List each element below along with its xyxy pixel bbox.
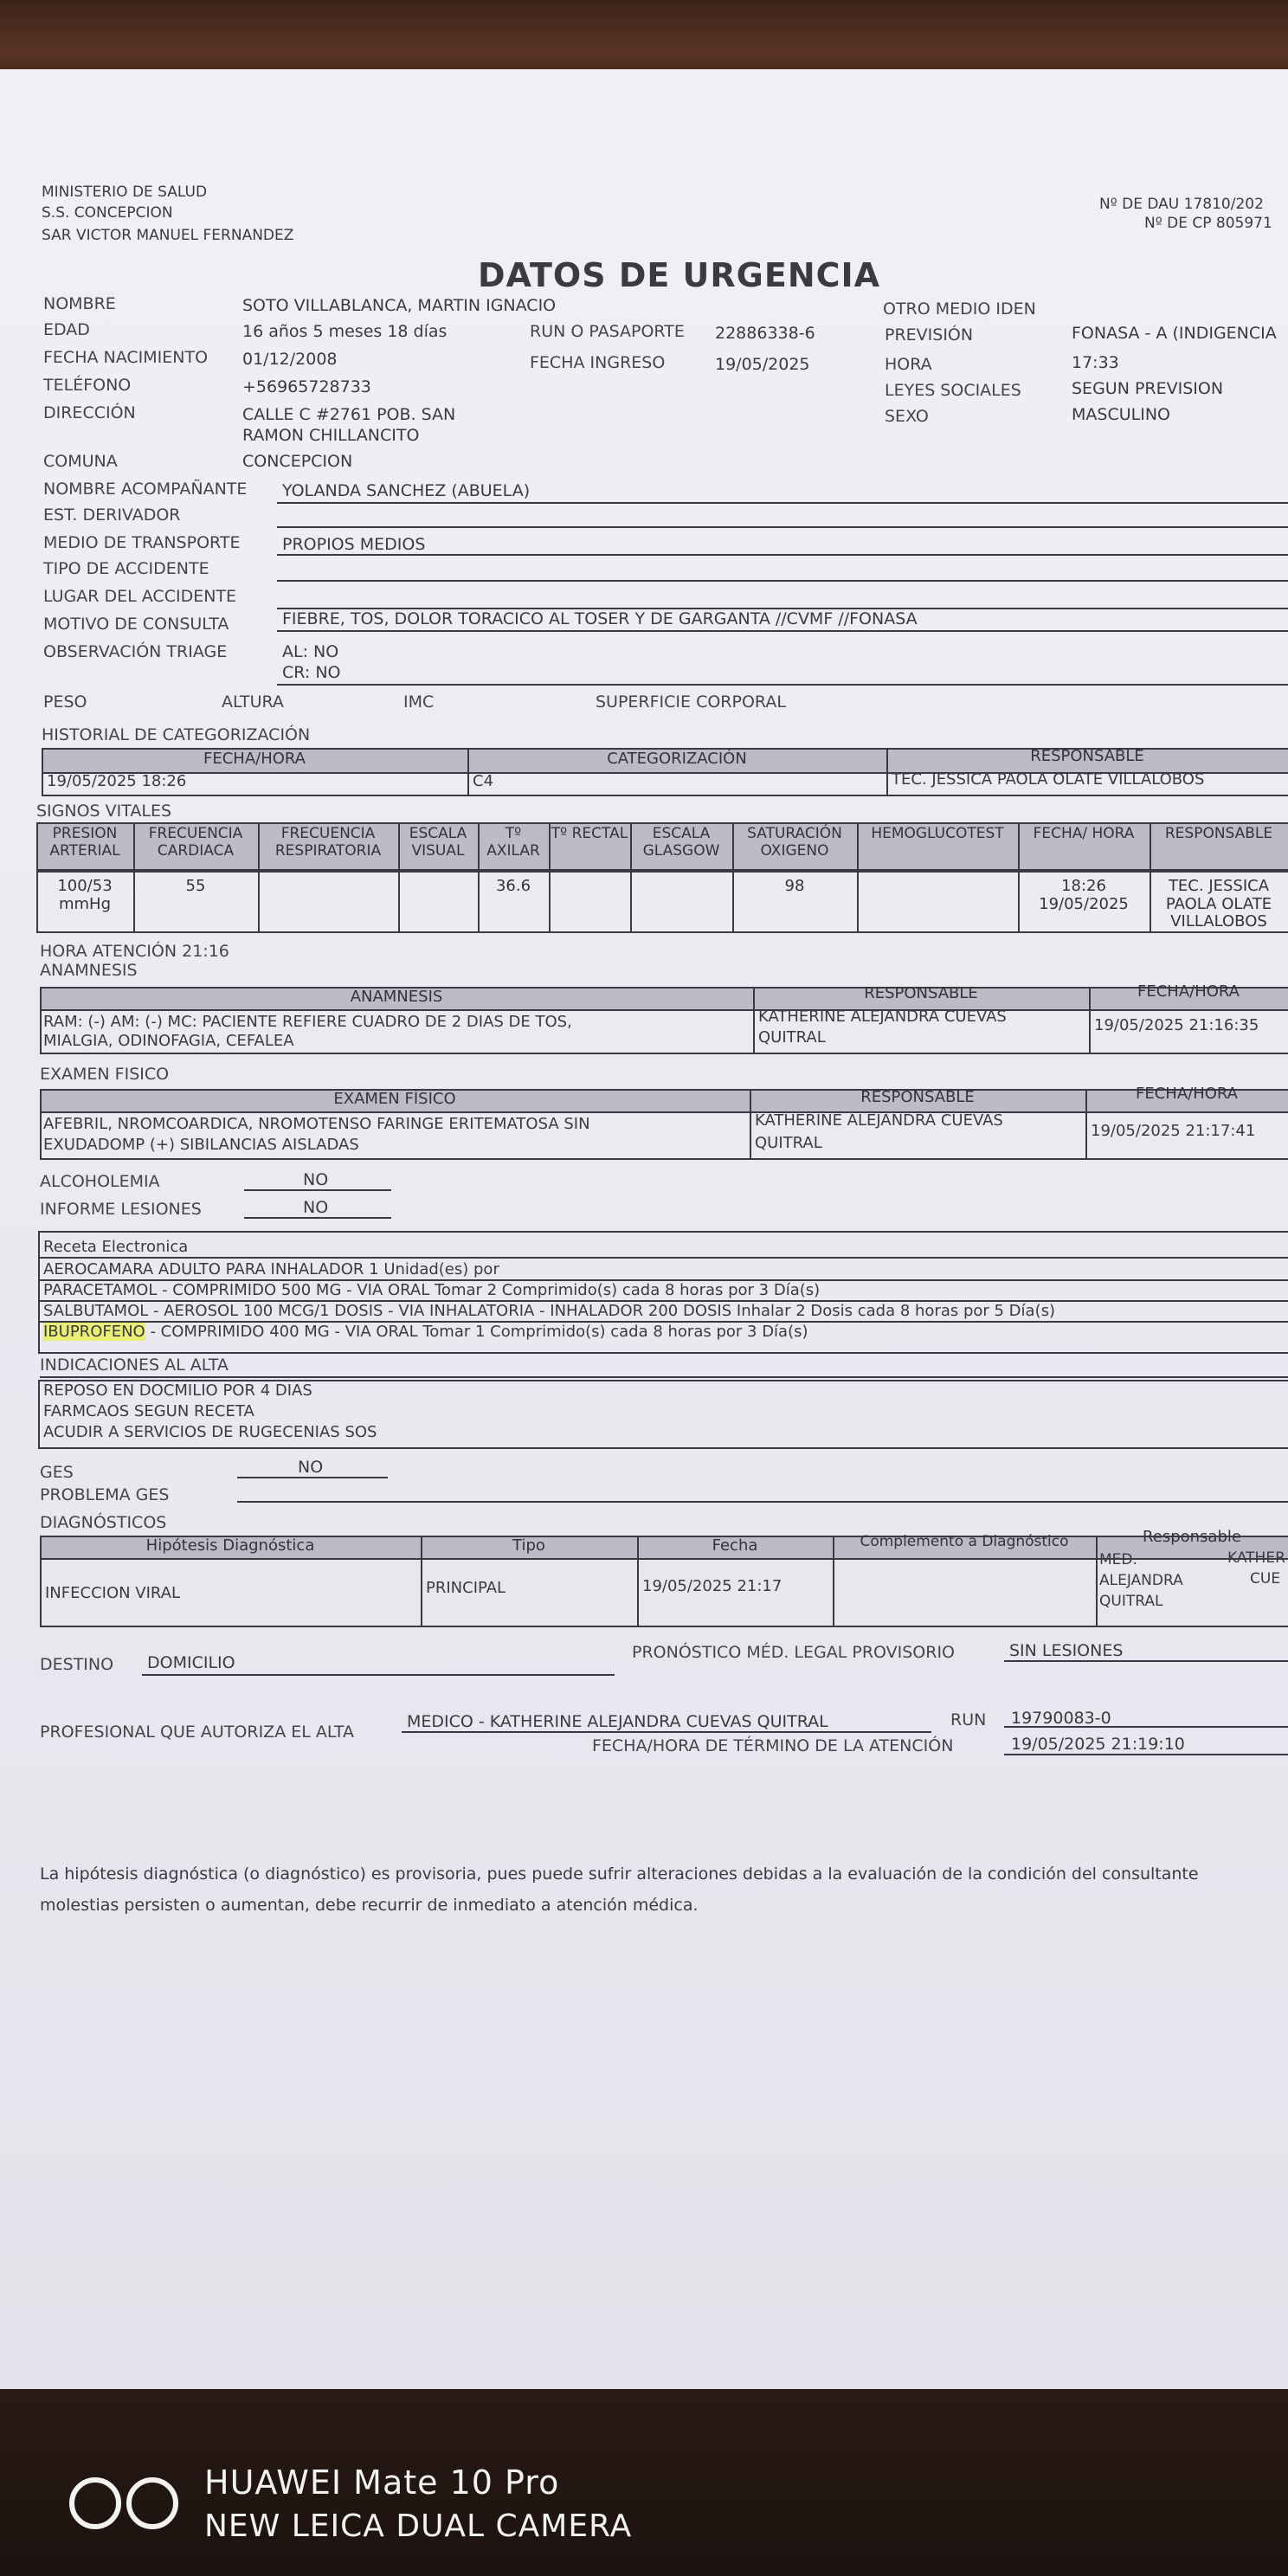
alta-line-2: FARMCAOS SEGUN RECETA [43,1402,254,1420]
cat-header-categoria: CATEGORIZACIÓN [607,750,747,768]
altura-label: ALTURA [222,692,284,712]
receta-item-3: SALBUTAMOL - AEROSOL 100 MCG/1 DOSIS - VIA INHALATORIA - INHALADOR 200 DOSIS Inhalar 2 Dosis cada 8 horas por 5 Día(s) [43,1302,1055,1320]
pronostico-underline [1004,1660,1288,1662]
anam-responsable-2: QUITRAL [758,1028,826,1046]
profesional-label: PROFESIONAL QUE AUTORIZA EL ALTA [40,1723,354,1742]
motivo-value: FIEBRE, TOS, DOLOR TORACICO AL TOSER Y DE GARGANTA //CVMF //FONASA [282,609,918,628]
ges-value: NO [298,1458,324,1477]
receta-item-4-rest: - COMPRIMIDO 400 MG - VIA ORAL Tomar 1 Comprimido(s) cada 8 horas por 3 Día(s) [145,1323,808,1341]
diag-responsable-4: CUE [1250,1570,1281,1587]
leica-rings-icon [68,2476,184,2531]
hora-atencion: HORA ATENCIÓN 21:16 [40,942,229,961]
transporte-label: MEDIO DE TRANSPORTE [43,533,241,552]
vitales-value-0: 100/53 mmHg [57,877,113,913]
derivador-label: EST. DERIVADOR [43,506,181,525]
vitales-value-7: 98 [784,877,805,895]
exam-text-1: AFEBRIL, NROMCOARDICA, NROMOTENSO FARINGE ERITEMATOSA SIN [43,1115,590,1133]
leyes-label: LEYES SOCIALES [885,381,1021,400]
diag-tipo: PRINCIPAL [426,1579,506,1597]
lesiones-value: NO [303,1198,329,1217]
alcoholemia-underline [244,1189,391,1191]
profesional-underline [402,1731,931,1733]
direccion-label: DIRECCIÓN [43,403,136,422]
problema-ges-underline [237,1501,1288,1503]
exam-text-2: EXUDADOMP (+) SIBILANCIAS AISLADAS [43,1136,359,1154]
vitales-header-2: FRECUENCIA RESPIRATORIA [274,825,382,860]
acompanante-underline [277,502,1288,504]
prevision-label: PREVISIÓN [885,325,974,345]
hora-value: 17:33 [1072,353,1119,372]
categorizacion-section: HISTORIAL DE CATEGORIZACIÓN [42,725,311,744]
run-alta-label: RUN [950,1710,987,1729]
ingreso-label: FECHA INGRESO [530,353,666,372]
sexo-label: SEXO [885,407,929,426]
vitales-section: SIGNOS VITALES [36,802,172,821]
lesiones-label: INFORME LESIONES [40,1200,202,1219]
diag-header-complemento: Complemento a Diagnóstico [860,1533,1069,1550]
motivo-underline [277,630,1288,632]
anam-header-responsable: RESPONSABLE [864,984,978,1002]
vitales-header-4: Tº AXILAR [486,825,540,860]
tipo-accidente-label: TIPO DE ACCIDENTE [43,559,209,578]
comuna-value: CONCEPCION [242,452,353,471]
run-value: 22886338-6 [715,324,815,343]
vitales-value-10: TEC. JESSICA PAOLA OLATE VILLALOBOS [1165,877,1272,931]
triage-underline [277,684,1288,686]
run-alta-underline [1004,1726,1288,1728]
exam-responsable-1: KATHERINE ALEJANDRA CUEVAS [755,1111,1003,1130]
anam-text-1: RAM: (-) AM: (-) MC: PACIENTE REFIERE CUADRO DE 2 DIAS DE TOS, [43,1013,572,1031]
problema-ges-label: PROBLEMA GES [40,1485,170,1504]
watermark-line-1: HUAWEI Mate 10 Pro [204,2463,560,2502]
vitales-value-4: 36.6 [495,877,531,895]
nombre-label: NOMBRE [43,294,116,313]
alta-line-3: ACUDIR A SERVICIOS DE RUGECENIAS SOS [43,1423,377,1441]
receta-line-1 [40,1257,1288,1259]
leyes-value: SEGUN PREVISION [1072,379,1224,398]
derivador-underline [277,526,1288,528]
pronostico-label: PRONÓSTICO MÉD. LEGAL PROVISORIO [632,1643,956,1662]
diag-responsable-5: QUITRAL [1099,1593,1163,1610]
prevision-value: FONASA - A (INDIGENCIA [1072,324,1277,343]
hora-label: HORA [885,355,932,374]
anam-responsable-1: KATHERINE ALEJANDRA CUEVAS [758,1008,1007,1026]
pronostico-value: SIN LESIONES [1009,1641,1124,1660]
edad-label: EDAD [43,320,90,339]
cp-number: Nº DE CP 805971 [1144,215,1272,232]
table-surface [0,2389,1288,2576]
alta-top-line [40,1376,1288,1378]
motivo-label: MOTIVO DE CONSULTA [43,615,229,634]
diag-responsable-2: KATHER [1227,1549,1285,1567]
tipo-accidente-underline [277,580,1288,582]
vitales-value-9: 18:26 19/05/2025 [1039,877,1129,913]
receta-item-4 [43,1323,808,1342]
acompanante-value: YOLANDA SANCHEZ (ABUELA) [282,481,531,500]
org-line-3: SAR VICTOR MANUEL FERNANDEZ [42,227,294,244]
direccion-value-2: RAMON CHILLANCITO [242,426,420,445]
vitales-header-divider [36,869,1288,871]
exam-header-examen: EXAMEN FÍSICO [333,1090,456,1108]
ges-label: GES [40,1463,74,1482]
receta-item-2: PARACETAMOL - COMPRIMIDO 500 MG - VIA ORAL Tomar 2 Comprimido(s) cada 8 horas por 3 Día(s) [43,1281,821,1299]
vitales-header-1: FRECUENCIA CARDIACA [148,825,243,860]
diag-fecha: 19/05/2025 21:17 [642,1577,782,1595]
cat-responsable: TEC. JESSICA PAOLA OLATE VILLALOBOS [892,770,1205,789]
cat-categoria: C4 [473,772,494,790]
disclaimer-line-1: La hipótesis diagnóstica (o diagnóstico) es provisoria, pues puede sufrir alteraciones debidas a la evaluación de la condición del consultante [40,1864,1199,1884]
exam-header-fecha: FECHA/HORA [1135,1085,1238,1103]
termino-value: 19/05/2025 21:19:10 [1011,1735,1185,1754]
ibuprofeno-highlight: IBUPROFENO [43,1323,145,1341]
vitales-header-10: RESPONSABLE [1164,825,1273,842]
superficie-label: SUPERFICIE CORPORAL [596,692,786,712]
org-line-2: S.S. CONCEPCION [42,204,173,222]
run-label: RUN O PASAPORTE [530,322,685,341]
diag-responsable-1: MED. [1099,1551,1137,1568]
nombre-value: SOTO VILLABLANCA, MARTIN IGNACIO [242,296,557,315]
diag-header-fecha: Fecha [712,1536,758,1555]
vitales-header-7: SATURACIÓN OXIGENO [747,825,842,860]
alta-section: INDICACIONES AL ALTA [40,1356,229,1375]
termino-label: FECHA/HORA DE TÉRMINO DE LA ATENCIÓN [592,1736,954,1755]
destino-underline [142,1674,615,1676]
page-title: DATOS DE URGENCIA [478,256,881,294]
diag-header-tipo: Tipo [512,1536,545,1555]
receta-item-1: AEROCAMARA ADULTO PARA INHALADOR 1 Unidad(es) por [43,1260,499,1278]
diagnosticos-section: DIAGNÓSTICOS [40,1513,167,1532]
termino-underline [1004,1754,1288,1755]
diag-divider-4 [1096,1536,1098,1626]
nacimiento-label: FECHA NACIMIENTO [43,348,209,367]
lugar-accidente-label: LUGAR DEL ACCIDENTE [43,587,237,606]
nacimiento-value: 01/12/2008 [242,350,338,369]
anam-fecha: 19/05/2025 21:16:35 [1094,1016,1259,1034]
exam-responsable-2: QUITRAL [755,1134,822,1152]
diag-header-hipotesis: Hipótesis Diagnóstica [145,1536,315,1555]
edad-value: 16 años 5 meses 18 días [242,322,448,341]
anamnesis-section: ANAMNESIS [40,961,138,980]
destino-label: DESTINO [40,1655,114,1674]
diag-header-responsable: Responsable [1143,1528,1241,1546]
alta-line-1: REPOSO EN DOCMILIO POR 4 DIAS [43,1381,312,1400]
acompanante-label: NOMBRE ACOMPAÑANTE [43,480,248,499]
vitales-header-6: ESCALA GLASGOW [642,825,720,860]
vitales-header-8: HEMOGLUCOTEST [871,825,1004,842]
alcoholemia-value: NO [303,1170,329,1189]
anam-header-fecha: FECHA/HORA [1137,982,1240,1001]
dau-number: Nº DE DAU 17810/202 [1099,196,1264,213]
ges-underline [237,1477,388,1478]
transporte-value: PROPIOS MEDIOS [282,535,426,554]
destino-value: DOMICILIO [147,1653,235,1672]
anam-header-anamnesis: ANAMNESIS [350,988,443,1006]
exam-header-responsable: RESPONSABLE [860,1088,975,1106]
triage-al: AL: NO [282,642,339,661]
watermark-line-2: NEW LEICA DUAL CAMERA [204,2508,633,2544]
cat-fecha: 19/05/2025 18:26 [47,772,187,790]
telefono-label: TELÉFONO [43,376,132,395]
cat-header-responsable: RESPONSABLE [1030,747,1144,765]
run-alta-value: 19790083-0 [1011,1709,1111,1728]
vitales-value-1: 55 [185,877,206,895]
ingreso-value: 19/05/2025 [715,355,810,374]
vitales-header-9: FECHA/ HORA [1033,825,1135,842]
profesional-value: MEDICO - KATHERINE ALEJANDRA CUEVAS QUITRAL [407,1712,828,1731]
diag-responsable-3: ALEJANDRA [1099,1572,1183,1589]
triage-cr: CR: NO [282,663,341,682]
org-line-1: MINISTERIO DE SALUD [42,184,208,201]
exam-fecha: 19/05/2025 21:17:41 [1091,1122,1256,1140]
disclaimer-line-2: molestias persisten o aumentan, debe recurrir de inmediato a atención médica. [40,1896,699,1915]
direccion-value-1: CALLE C #2761 POB. SAN [242,405,456,424]
cat-header-fecha: FECHA/HORA [203,750,306,768]
telefono-value: +56965728733 [242,377,371,396]
triage-label: OBSERVACIÓN TRIAGE [43,642,228,661]
vitales-header-0: PRESION ARTERIAL [49,825,120,860]
vitales-header-3: ESCALA VISUAL [409,825,467,860]
examen-section: EXAMEN FISICO [40,1065,170,1084]
anam-text-2: MIALGIA, ODINOFAGIA, CEFALEA [43,1032,294,1050]
imc-label: IMC [403,692,435,712]
receta-header: Receta Electronica [43,1238,189,1256]
otro-medio-label: OTRO MEDIO IDEN [883,299,1036,319]
sexo-value: MASCULINO [1072,405,1170,424]
vitales-header-5: Tº RECTAL [551,825,628,842]
peso-label: PESO [43,692,87,712]
comuna-label: COMUNA [43,452,118,471]
transporte-underline [277,554,1288,556]
lesiones-underline [244,1217,391,1219]
alcoholemia-label: ALCOHOLEMIA [40,1172,160,1191]
diag-hipotesis: INFECCION VIRAL [45,1584,181,1602]
